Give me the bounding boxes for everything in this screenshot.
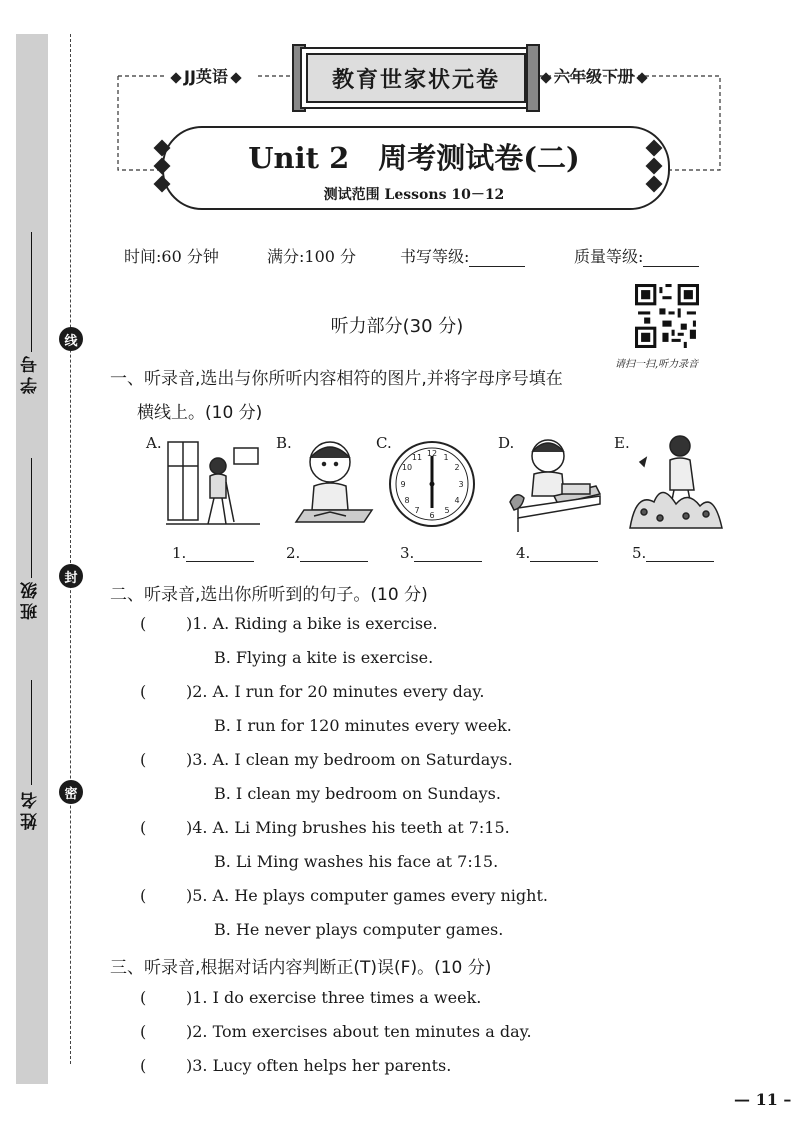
seal-badge-seal: 封 (59, 564, 83, 588)
writing-grade-label: 书写等级: (400, 247, 470, 266)
question-3-3[interactable]: ( )3. Lucy often helps her parents. (140, 1056, 452, 1075)
question-2-4[interactable]: ( )4. A. Li Ming brushes his teeth at 7:15. (140, 818, 510, 837)
answer-blank-line[interactable] (646, 545, 714, 562)
time-info: 时间:60 分钟 (124, 247, 219, 266)
section3-title: 三、听录音,根据对话内容判断正(T)误(F)。(10 分) (110, 958, 492, 978)
answer-blank-2-num: 2. (286, 544, 301, 562)
question-2-2[interactable]: ( )2. A. I run for 20 minutes every day. (140, 682, 485, 701)
question-text: )2. A. I run for 20 minutes every day. (186, 682, 485, 701)
section1-title: 一、听录音,选出与你所听内容相符的图片,并将字母序号填在 (110, 369, 563, 389)
qr-caption: 请扫一扫,听力录音 (615, 359, 699, 370)
svg-text:2: 2 (454, 463, 460, 472)
diamond-icon (230, 72, 241, 83)
writing-grade (400, 244, 525, 267)
full-score-info: 满分:100 分 (267, 247, 357, 266)
question-3-1[interactable]: ( )1. I do exercise three times a week. (140, 988, 482, 1007)
svg-text:6: 6 (429, 511, 435, 520)
question-2-3[interactable]: ( )3. A. I clean my bedroom on Saturdays. (140, 750, 513, 769)
quality-grade (574, 244, 699, 267)
answer-blank-line[interactable] (300, 545, 368, 562)
option-2-5-b: B. He never plays computer games. (214, 920, 504, 939)
question-3-2[interactable]: ( )2. Tom exercises about ten minutes a day. (140, 1022, 532, 1041)
option-2-2-b: B. I run for 120 minutes every week. (214, 716, 512, 735)
svg-text:5: 5 (444, 506, 450, 515)
svg-text:7: 7 (414, 506, 420, 515)
quality-grade-blank[interactable] (643, 248, 699, 267)
question-text: )5. A. He plays computer games every night. (186, 886, 548, 905)
name-label: 姓名 (21, 788, 41, 830)
question-2-1[interactable]: ( )1. A. Riding a bike is exercise. (140, 614, 438, 633)
grade-tag (538, 64, 650, 87)
svg-text:8: 8 (404, 496, 410, 505)
boy-reading-book-icon (284, 432, 384, 536)
answer-blank-5[interactable] (632, 544, 714, 562)
question-text: )1. I do exercise three times a week. (186, 988, 482, 1007)
boy-using-computer-icon (504, 432, 604, 536)
option-2-1-b: B. Flying a kite is exercise. (214, 648, 434, 667)
cut-line (70, 34, 71, 1064)
section1-title-cont: 横线上。(10 分) (137, 403, 263, 423)
subject-tag (168, 64, 244, 87)
svg-text:10: 10 (401, 463, 413, 472)
section2-title: 二、听录音,选出你所听到的句子。(10 分) (110, 585, 428, 605)
answer-blank-line[interactable] (414, 545, 482, 562)
answer-blank-1[interactable] (172, 544, 254, 562)
listening-heading: 听力部分(30 分) (330, 316, 464, 337)
seal-badge-secret: 密 (59, 780, 83, 804)
answer-blank-3[interactable] (400, 544, 482, 562)
svg-text:3: 3 (458, 480, 464, 489)
series-banner: 教育世家状元卷 (300, 47, 532, 109)
picture-label-b: B. (276, 434, 292, 452)
svg-text:9: 9 (400, 480, 406, 489)
picture-label-a: A. (146, 434, 162, 452)
class-line (31, 458, 32, 578)
answer-blank-4[interactable] (516, 544, 598, 562)
boy-walking-to-window-icon (162, 432, 262, 536)
svg-text:12: 12 (426, 449, 438, 458)
writing-grade-blank[interactable] (469, 248, 525, 267)
subject-tag-text: JJ英语 (184, 67, 228, 86)
answer-blank-4-num: 4. (516, 544, 531, 562)
answer-blank-line[interactable] (186, 545, 254, 562)
svg-text:11: 11 (411, 453, 423, 462)
seal-badge-line: 线 (59, 327, 83, 351)
diamond-icon (170, 72, 181, 83)
picture-label-e: E. (614, 434, 630, 452)
question-text: )4. A. Li Ming brushes his teeth at 7:15. (186, 818, 510, 837)
answer-blank-1-num: 1. (172, 544, 187, 562)
option-2-4-b: B. Li Ming washes his face at 7:15. (214, 852, 499, 871)
question-text: )3. Lucy often helps her parents. (186, 1056, 452, 1075)
diamond-icon (540, 72, 551, 83)
question-text: )3. A. I clean my bedroom on Saturdays. (186, 750, 513, 769)
question-text: )2. Tom exercises about ten minutes a day. (186, 1022, 532, 1041)
test-scope: 测试范围 Lessons 10－12 (323, 187, 505, 203)
clock-six-oclock-icon (384, 432, 484, 536)
boy-in-garden-icon (626, 432, 726, 536)
question-2-5[interactable]: ( )5. A. He plays computer games every night. (140, 886, 548, 905)
picture-label-d: D. (498, 434, 515, 452)
name-line (31, 680, 32, 785)
question-text: )1. A. Riding a bike is exercise. (186, 614, 438, 633)
diamond-icon (636, 72, 647, 83)
page-number: — 11 – (734, 1090, 792, 1109)
quality-grade-label: 质量等级: (574, 247, 644, 266)
grade-tag-text: 六年级下册 (554, 67, 635, 86)
answer-blank-line[interactable] (530, 545, 598, 562)
svg-text:4: 4 (454, 496, 460, 505)
binding-strip (16, 34, 48, 1084)
answer-blank-3-num: 3. (400, 544, 415, 562)
student-id-label: 学号 (21, 352, 41, 394)
answer-blank-5-num: 5. (632, 544, 647, 562)
page-title: Unit 2 周考测试卷(二) (248, 141, 580, 175)
svg-text:1: 1 (443, 453, 449, 462)
class-label: 班级 (21, 578, 41, 620)
picture-label-c: C. (376, 434, 392, 452)
option-2-3-b: B. I clean my bedroom on Sundays. (214, 784, 501, 803)
answer-blank-2[interactable] (286, 544, 368, 562)
qr-code-icon[interactable] (635, 284, 699, 348)
